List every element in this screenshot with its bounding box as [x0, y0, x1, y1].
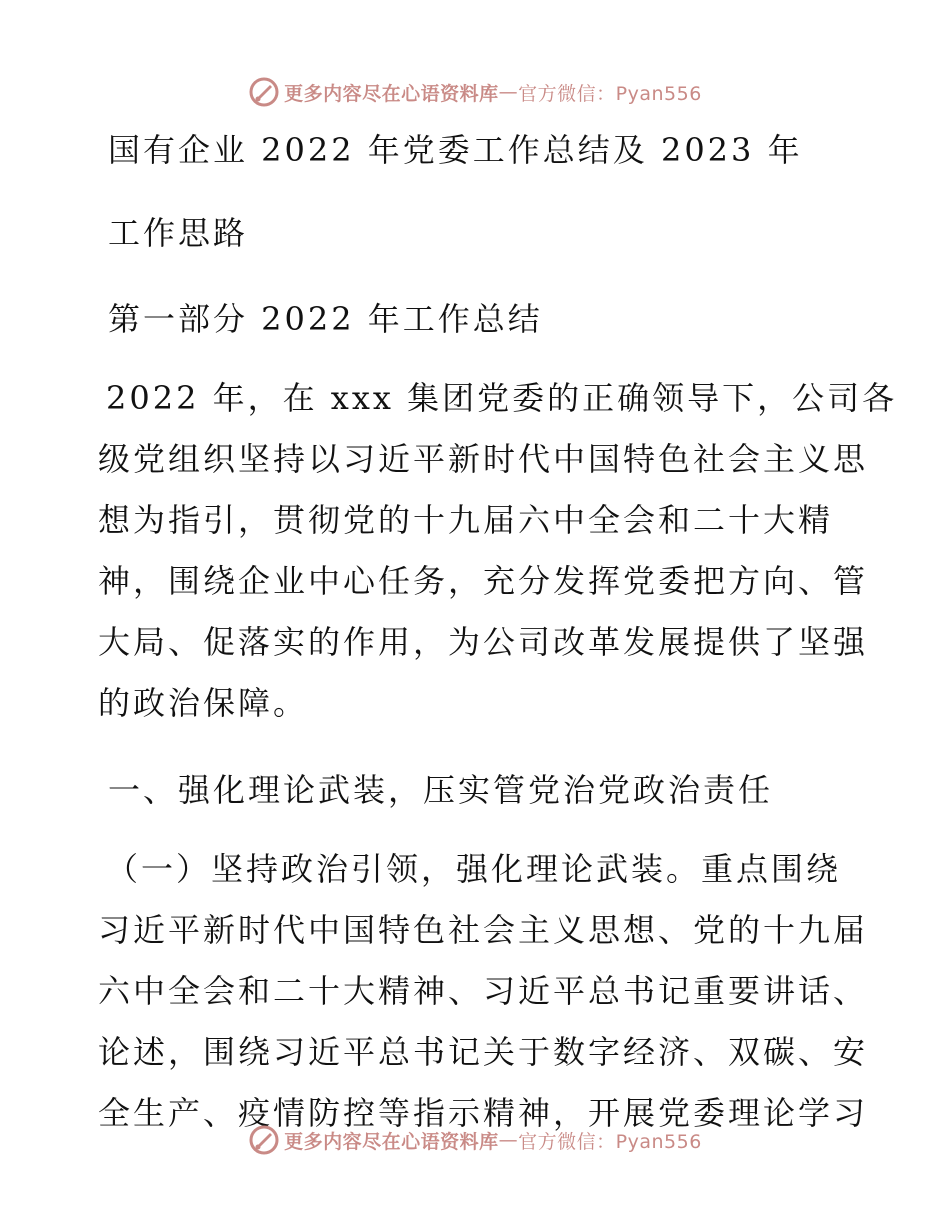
footer-banner [0, 1120, 950, 1160]
quill-seal-icon [248, 1124, 280, 1156]
document-title-line-1: 国有企业 2022 年党委工作总结及 2023 年 [108, 131, 803, 169]
banner-slogan: 更多内容尽在心语资料库 [284, 82, 499, 105]
intro-paragraph [98, 368, 898, 734]
paragraph-line: 习近平新时代中国特色社会主义思想、党的十九届 [98, 911, 869, 949]
banner-separator: — [498, 1129, 519, 1151]
subsection-paragraph [98, 839, 869, 1144]
part-heading: 第一部分 2022 年工作总结 [108, 300, 543, 338]
banner-contact: 官方微信：Pyan556 [518, 82, 702, 105]
document-body [98, 120, 898, 1178]
paragraph-line: 想为指引，贯彻党的十九届六中全会和二十大精 [98, 501, 834, 539]
paragraph-line: 神，围绕企业中心任务，充分发挥党委把方向、管 [98, 562, 869, 600]
banner-slogan: 更多内容尽在心语资料库 [284, 1130, 499, 1153]
header-banner [0, 72, 950, 112]
paragraph-line: 论述，围绕习近平总书记关于数字经济、双碳、安 [98, 1033, 869, 1071]
paragraph-line: 2022 年，在 xxx 集团党委的正确领导下，公司各 [106, 379, 898, 417]
document-title-line-2: 工作思路 [108, 214, 249, 252]
banner-separator: — [498, 81, 519, 103]
paragraph-line: 级党组织坚持以习近平新时代中国特色社会主义思 [98, 440, 869, 478]
paragraph-line: 大局、促落实的作用，为公司改革发展提供了坚强 [98, 623, 869, 661]
section-heading: 一、强化理论武装，压实管党治党政治责任 [108, 771, 774, 809]
paragraph-line: 的政治保障。 [98, 684, 309, 722]
quill-seal-icon [248, 76, 280, 108]
paragraph-line: 六中全会和二十大精神、习近平总书记重要讲话、 [98, 972, 869, 1010]
paragraph-line: （一）坚持政治引领，强化理论武装。重点围绕 [106, 850, 842, 888]
paragraph-line: 全生产、疫情防控等指示精神，开展党委理论学习 [98, 1094, 869, 1132]
banner-contact: 官方微信：Pyan556 [518, 1130, 702, 1153]
